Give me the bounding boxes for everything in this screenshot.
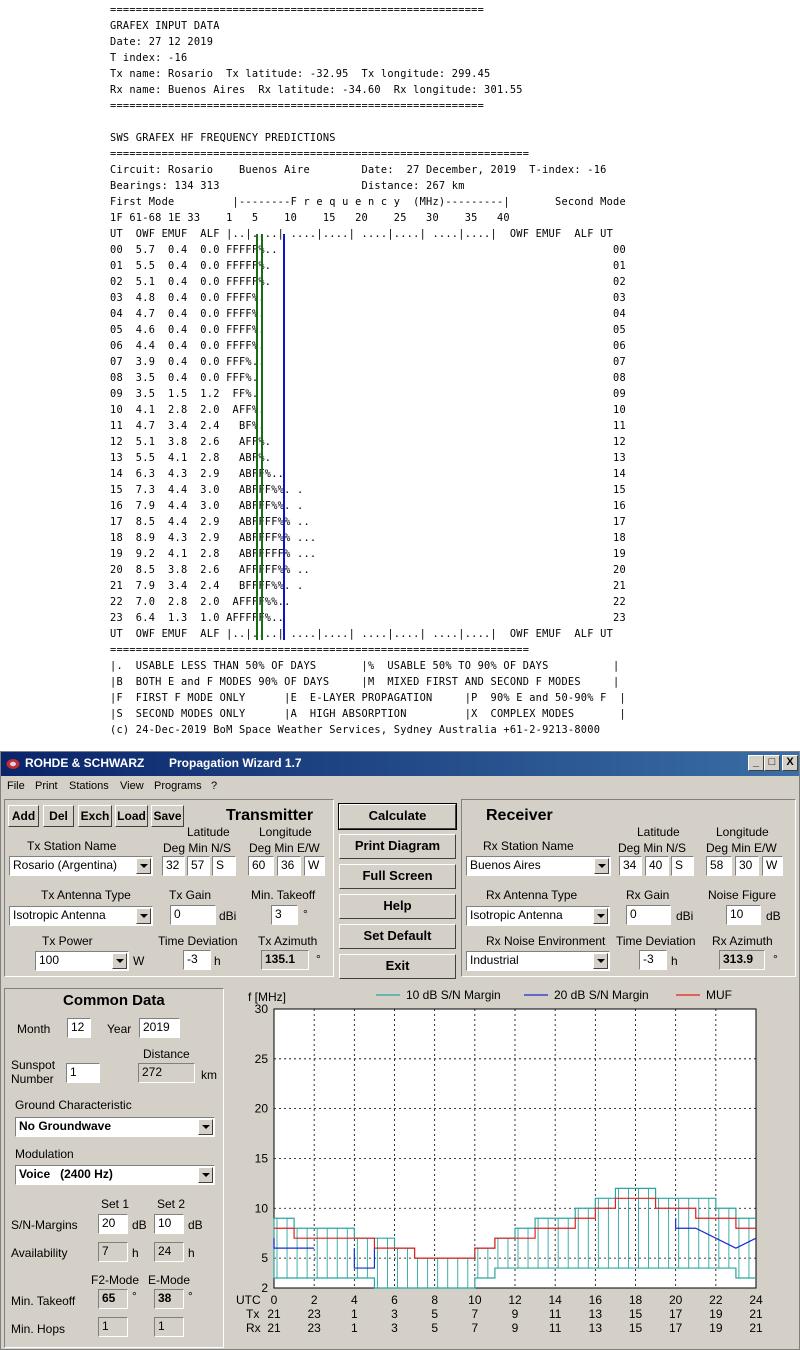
tx-tick-label: 9 xyxy=(511,1307,519,1321)
save-station-button[interactable]: Save xyxy=(151,805,184,827)
tx-gain-unit: dBi xyxy=(219,909,237,923)
tx-antenna-label: Tx Antenna Type xyxy=(41,888,131,902)
month-label: Month xyxy=(17,1022,51,1036)
tx-timedev-input[interactable]: -3 xyxy=(183,950,211,970)
tx-tick-label: 21 xyxy=(267,1307,281,1321)
rx-timedev-label: Time Deviation xyxy=(616,934,696,948)
rx-antenna-select[interactable] xyxy=(466,906,610,926)
rx-gain-unit: dBi xyxy=(676,909,694,923)
rx-tick-label: 21 xyxy=(749,1321,763,1335)
rx-azimuth-value: 313.9 xyxy=(719,950,765,970)
tx-lon-deg-input[interactable]: 60 xyxy=(248,856,274,876)
delete-station-button[interactable]: Del xyxy=(43,805,74,827)
calculate-button[interactable]: Calculate xyxy=(339,804,456,829)
tx-takeoff-input[interactable]: 3 xyxy=(271,905,298,925)
receiver-heading: Receiver xyxy=(486,807,553,824)
tx-timedev-label: Time Deviation xyxy=(158,934,238,948)
transmitter-heading: Transmitter xyxy=(226,807,314,824)
tx-longitude-label: Longitude xyxy=(259,825,312,839)
rx-tick-label: 1 xyxy=(350,1321,358,1335)
tx-lat-min-input[interactable]: 57 xyxy=(187,856,210,876)
menu-stations[interactable]: Stations xyxy=(69,780,109,792)
tx-azimuth-value: 135.1 xyxy=(261,950,309,970)
common-data-heading: Common Data xyxy=(63,992,165,1009)
tx-antenna-select[interactable] xyxy=(9,906,153,926)
min-takeoff-label: Min. Takeoff xyxy=(11,1294,76,1308)
rx-noise-env-label: Rx Noise Environment xyxy=(486,934,606,948)
tx-tick-label: 3 xyxy=(391,1307,398,1321)
brand-name: ROHDE & SCHWARZ xyxy=(25,756,145,770)
rx-tick-label: 5 xyxy=(431,1321,439,1335)
availability-set1-unit: h xyxy=(132,1246,139,1260)
tx-azimuth-label: Tx Azimuth xyxy=(258,934,318,948)
rx-latitude-label: Latitude xyxy=(637,825,680,839)
tx-tick-label: 1 xyxy=(350,1307,358,1321)
chevron-down-icon[interactable] xyxy=(593,953,608,969)
chevron-down-icon[interactable] xyxy=(136,858,151,874)
rx-station-value: Buenos Aires xyxy=(470,858,541,872)
e-mode-label: E-Mode xyxy=(148,1273,191,1287)
tx-lat-deg-input[interactable]: 32 xyxy=(162,856,185,876)
tx-timedev-unit: h xyxy=(214,954,221,968)
y-tick-label: 25 xyxy=(254,1051,268,1066)
availability-set2-value: 24 xyxy=(154,1242,184,1262)
rx-station-label: Rx Station Name xyxy=(483,839,574,853)
rx-gain-label: Rx Gain xyxy=(626,888,670,902)
rx-timedev-unit: h xyxy=(671,954,678,968)
tx-lon-ew-input[interactable]: W xyxy=(304,856,325,876)
y-axis-label: f [MHz] xyxy=(248,990,286,1004)
y-tick-label: 20 xyxy=(254,1101,268,1116)
chevron-down-icon[interactable] xyxy=(198,1167,213,1183)
ground-select[interactable] xyxy=(15,1117,215,1137)
rx-tick-label: 17 xyxy=(668,1321,683,1335)
rx-noise-env-select[interactable] xyxy=(466,951,610,971)
rx-longitude-label: Longitude xyxy=(716,825,769,839)
full-screen-button[interactable]: Full Screen xyxy=(339,864,456,889)
y-tick-label: 10 xyxy=(254,1201,268,1216)
tx-lat-sub-label: Deg Min N/S xyxy=(163,841,232,855)
tx-latitude-label: Latitude xyxy=(187,825,230,839)
tx-tick-label: 15 xyxy=(628,1307,643,1321)
x-tick-label: 0 xyxy=(270,1293,278,1307)
tx-station-select[interactable] xyxy=(9,856,153,876)
distance-label: Distance xyxy=(143,1047,190,1061)
year-label: Year xyxy=(107,1022,132,1036)
exit-button[interactable]: Exit xyxy=(339,954,456,979)
takeoff-e-unit: ° xyxy=(188,1289,193,1303)
rx-tick-label: 11 xyxy=(548,1321,562,1335)
tx-station-label: Tx Station Name xyxy=(27,839,117,853)
rx-tick-label: 3 xyxy=(391,1321,398,1335)
legend-label-20db: 20 dB S/N Margin xyxy=(554,988,649,1002)
chevron-down-icon[interactable] xyxy=(198,1119,213,1135)
sunspot-label: Sunspot xyxy=(11,1058,56,1072)
rx-gain-input[interactable]: 0 xyxy=(626,905,671,925)
x-axis-label-utc: UTC xyxy=(236,1293,261,1307)
rx-tick-label: 19 xyxy=(709,1321,723,1335)
tx-takeoff-unit: ° xyxy=(303,907,308,921)
set1-label: Set 1 xyxy=(101,1197,130,1211)
rx-lon-min-input[interactable]: 30 xyxy=(735,856,759,876)
x-tick-label: 10 xyxy=(468,1293,482,1307)
legend-label-10db: 10 dB S/N Margin xyxy=(406,988,501,1002)
rx-lat-min-input[interactable]: 40 xyxy=(645,856,669,876)
rx-noise-env-value: Industrial xyxy=(470,953,519,967)
tx-tick-label: 13 xyxy=(588,1307,603,1321)
modulation-select[interactable] xyxy=(15,1165,215,1185)
rx-tick-label: 21 xyxy=(267,1321,281,1335)
x-tick-label: 8 xyxy=(431,1293,439,1307)
close-button[interactable]: X xyxy=(782,755,798,771)
sn-margin-set1-input[interactable]: 20 xyxy=(98,1214,128,1234)
rx-tick-label: 23 xyxy=(307,1321,321,1335)
y-tick-label: 5 xyxy=(261,1251,268,1266)
rohde-schwarz-logo-icon xyxy=(6,757,20,771)
rx-tick-label: 7 xyxy=(471,1321,479,1335)
add-station-button[interactable]: Add xyxy=(8,805,39,827)
tx-tick-label: 23 xyxy=(307,1307,321,1321)
tx-power-label: Tx Power xyxy=(42,934,93,948)
x-tick-label: 18 xyxy=(628,1293,643,1307)
rx-tick-label: 9 xyxy=(511,1321,519,1335)
x-tick-label: 22 xyxy=(709,1293,723,1307)
tx-lon-min-input[interactable]: 36 xyxy=(277,856,301,876)
x-axis-label-rx: Rx xyxy=(246,1321,261,1335)
distance-value: 272 xyxy=(138,1063,195,1083)
tx-lon-sub-label: Deg Min E/W xyxy=(249,841,320,855)
rx-antenna-label: Rx Antenna Type xyxy=(486,888,578,902)
menu-print[interactable]: Print xyxy=(35,780,58,792)
sn-margins-label: S/N-Margins xyxy=(11,1218,78,1232)
tx-takeoff-label: Min. Takeoff xyxy=(251,888,316,902)
tx-gain-label: Tx Gain xyxy=(169,888,212,902)
menu-programs[interactable]: Programs xyxy=(154,780,202,792)
ground-value: No Groundwave xyxy=(19,1119,112,1133)
f2-mode-label: F2-Mode xyxy=(91,1273,140,1287)
menu-file[interactable]: File xyxy=(7,780,25,792)
tx-antenna-value: Isotropic Antenna xyxy=(13,908,106,922)
tx-power-select[interactable] xyxy=(35,951,129,971)
sn-margin-set2-input[interactable]: 10 xyxy=(154,1214,184,1234)
set-default-button[interactable]: Set Default xyxy=(339,924,456,949)
maximize-button[interactable]: □ xyxy=(764,755,780,771)
min-hops-label: Min. Hops xyxy=(11,1322,66,1336)
rx-lat-ns-input[interactable]: S xyxy=(671,856,694,876)
tx-station-value: Rosario (Argentina) xyxy=(13,858,118,872)
distance-unit: km xyxy=(201,1068,217,1082)
x-tick-label: 14 xyxy=(548,1293,562,1307)
rx-lon-ew-input[interactable]: W xyxy=(762,856,783,876)
rx-tick-label: 13 xyxy=(588,1321,603,1335)
help-button[interactable]: Help xyxy=(339,894,456,919)
availability-label: Availability xyxy=(11,1246,68,1260)
y-tick-label: 30 xyxy=(254,1002,268,1016)
sn-margin-set2-unit: dB xyxy=(188,1218,203,1232)
tx-tick-label: 17 xyxy=(668,1307,683,1321)
report-text: ========================================================== GRAFEX INPUT DATA Date: 27 12 2019 T index: -16 Tx name: Rosario Tx latitude: -32.95 Tx longitude: 299.45 Rx name: Buenos Aires Rx latitude: -34.60 Rx longitude: 301.55 ========================================================== SWS GRAFEX HF FREQUENCY PREDICTIONS ================================================================= Circuit: Rosario Buenos Aire Date: 27 December, 2019 T-index: -16 Bearings: 134 313 Distance: 267 km First Mode |--------F r e q u e n c y (MHz)---------| Second Mode 1F 61-68 1E 33 1 5 10 15 20 25 30 35 40 UT OWF EMUF ALF |..|....| ....|....| ....|....| ....|....| OWF EMUF ALF UT 00 5.7 0.4 0.0 FFFFF%.. 00 01 5.5 0.4 0.0 FFFFF%. 01 02 5.1 0.4 0.0 FFFFF%. 02 03 4.8 0.4 0.0 FFFF%. 03 04 4.7 0.4 0.0 FFFF%. 04 05 4.6 0.4 0.0 FFFF%. 05 06 4.4 0.4 0.0 FFFF%. 06 07 3.9 0.4 0.0 FFF%.. 07 08 3.5 0.4 0.0 FFF%. 08 09 3.5 1.5 1.2 FF%. 09 10 4.1 2.8 2.0 AFF%. 10 11 4.7 3.4 2.4 BF%. 11 12 5.1 3.8 2.6 AFF%. 12 13 5.5 4.1 2.8 ABF%. 13 14 6.3 4.3 2.9 14 15 7.3 4.4 3.0 ABFFF%%. . 15 16 7.9 4.4 3.0 ABFFF%%. . 16 17 8.5 4.4 2.9 ABFFFF%% .. 17 18 8.9 4.3 2.9 ABFFFF%% ... 18 19 9.2 4.1 2.8 ABFFFFF% ... 19 20 8.5 3.8 2.6 AFFFFF%% .. 20 21 7.9 3.4 2.4 BFFFF%%. . 21 22 7.0 2.8 2.0 22 23 6.4 1.3 1.0 AFFFFF%.. 23 UT OWF EMUF ALF |..|....| ....|....| ....|....| ....|....| OWF EMUF ALF UT ================================================================= |. USABLE LESS THAN 50% OF DAYS |% USABLE 50% TO 90% OF DAYS | |B BOTH E and F MODES 90% OF DAYS |M MIXED FIRST AND SECOND F MODES | |F FIRST F MODE ONLY |E E-LAYER PROPAGATION |P 90% E and 50-90% F | |S SECOND MODES ONLY |A HIGH ABSORPTION |X COMPLEX MODES | (c) 24-Dec-2019 BoM Space Weather Services, Sydney Australia +61-2-9213-8000 xyxy=(110,4,626,736)
rx-station-select[interactable] xyxy=(466,856,611,876)
menu-view[interactable]: View xyxy=(120,780,144,792)
rx-lon-deg-input[interactable]: 58 xyxy=(706,856,732,876)
rx-timedev-input[interactable]: -3 xyxy=(639,950,667,970)
x-tick-label: 12 xyxy=(508,1293,522,1307)
exchange-stations-button[interactable]: Exch xyxy=(78,805,112,827)
hops-f2-value: 1 xyxy=(98,1317,128,1337)
modulation-value: Voice (2400 Hz) xyxy=(19,1167,113,1181)
year-input[interactable]: 2019 xyxy=(139,1018,180,1038)
tx-tick-label: 7 xyxy=(471,1307,479,1321)
load-station-button[interactable]: Load xyxy=(115,805,148,827)
rx-noise-figure-label: Noise Figure xyxy=(708,888,777,902)
frequency-chart xyxy=(228,985,796,1347)
tx-azimuth-unit: ° xyxy=(316,952,321,966)
tx-tick-label: 11 xyxy=(548,1307,562,1321)
tx-tick-label: 19 xyxy=(709,1307,723,1321)
title-bar[interactable] xyxy=(1,752,799,776)
rx-tick-label: 15 xyxy=(628,1321,643,1335)
x-tick-label: 16 xyxy=(588,1293,603,1307)
availability-set1-value: 7 xyxy=(98,1242,128,1262)
chevron-down-icon[interactable] xyxy=(593,908,608,924)
set2-label: Set 2 xyxy=(157,1197,186,1211)
sn-margin-set1-unit: dB xyxy=(132,1218,147,1232)
hops-e-value: 1 xyxy=(154,1317,184,1337)
x-axis-label-tx: Tx xyxy=(246,1307,260,1321)
tx-tick-label: 21 xyxy=(749,1307,763,1321)
month-input[interactable]: 12 xyxy=(67,1018,91,1038)
x-tick-label: 2 xyxy=(310,1293,318,1307)
tx-power-value: 100 xyxy=(39,953,60,967)
rx-antenna-value: Isotropic Antenna xyxy=(470,908,563,922)
modulation-label: Modulation xyxy=(15,1147,74,1161)
x-tick-label: 24 xyxy=(749,1293,763,1307)
tx-tick-label: 5 xyxy=(431,1307,439,1321)
x-tick-label: 6 xyxy=(391,1293,398,1307)
y-tick-label: 2 xyxy=(261,1281,268,1295)
availability-set2-unit: h xyxy=(188,1246,195,1260)
print-diagram-button[interactable]: Print Diagram xyxy=(339,834,456,859)
rx-lon-sub-label: Deg Min E/W xyxy=(706,841,777,855)
rx-noise-figure-input[interactable]: 10 xyxy=(726,905,761,925)
tx-gain-input[interactable]: 0 xyxy=(170,905,216,925)
chevron-down-icon[interactable] xyxy=(594,858,609,874)
x-tick-label: 20 xyxy=(668,1293,683,1307)
legend-label-muf: MUF xyxy=(706,988,732,1002)
rx-lat-sub-label: Deg Min N/S xyxy=(618,841,687,855)
sunspot-input[interactable]: 1 xyxy=(66,1063,100,1083)
takeoff-f2-value: 65 xyxy=(98,1289,128,1309)
sunspot-label-2: Number xyxy=(11,1072,54,1086)
rx-lat-deg-input[interactable]: 34 xyxy=(619,856,642,876)
rx-noise-figure-unit: dB xyxy=(766,909,781,923)
menu-help[interactable]: ? xyxy=(211,780,218,792)
takeoff-f2-unit: ° xyxy=(132,1289,137,1303)
rx-azimuth-label: Rx Azimuth xyxy=(712,934,773,948)
ground-label: Ground Characteristic xyxy=(15,1098,132,1112)
chevron-down-icon[interactable] xyxy=(136,908,151,924)
x-tick-label: 4 xyxy=(350,1293,358,1307)
window-title: Propagation Wizard 1.7 xyxy=(169,756,302,770)
propagation-wizard-window xyxy=(0,751,800,1350)
tx-power-unit: W xyxy=(133,954,145,968)
rx-azimuth-unit: ° xyxy=(773,952,778,966)
frequency-chart-panel xyxy=(228,985,796,1347)
y-tick-label: 15 xyxy=(254,1151,268,1166)
menu-bar xyxy=(1,778,799,796)
minimize-button[interactable]: _ xyxy=(748,755,764,771)
tx-lat-ns-input[interactable]: S xyxy=(212,856,236,876)
takeoff-e-value: 38 xyxy=(154,1289,184,1309)
chevron-down-icon[interactable] xyxy=(112,953,127,969)
